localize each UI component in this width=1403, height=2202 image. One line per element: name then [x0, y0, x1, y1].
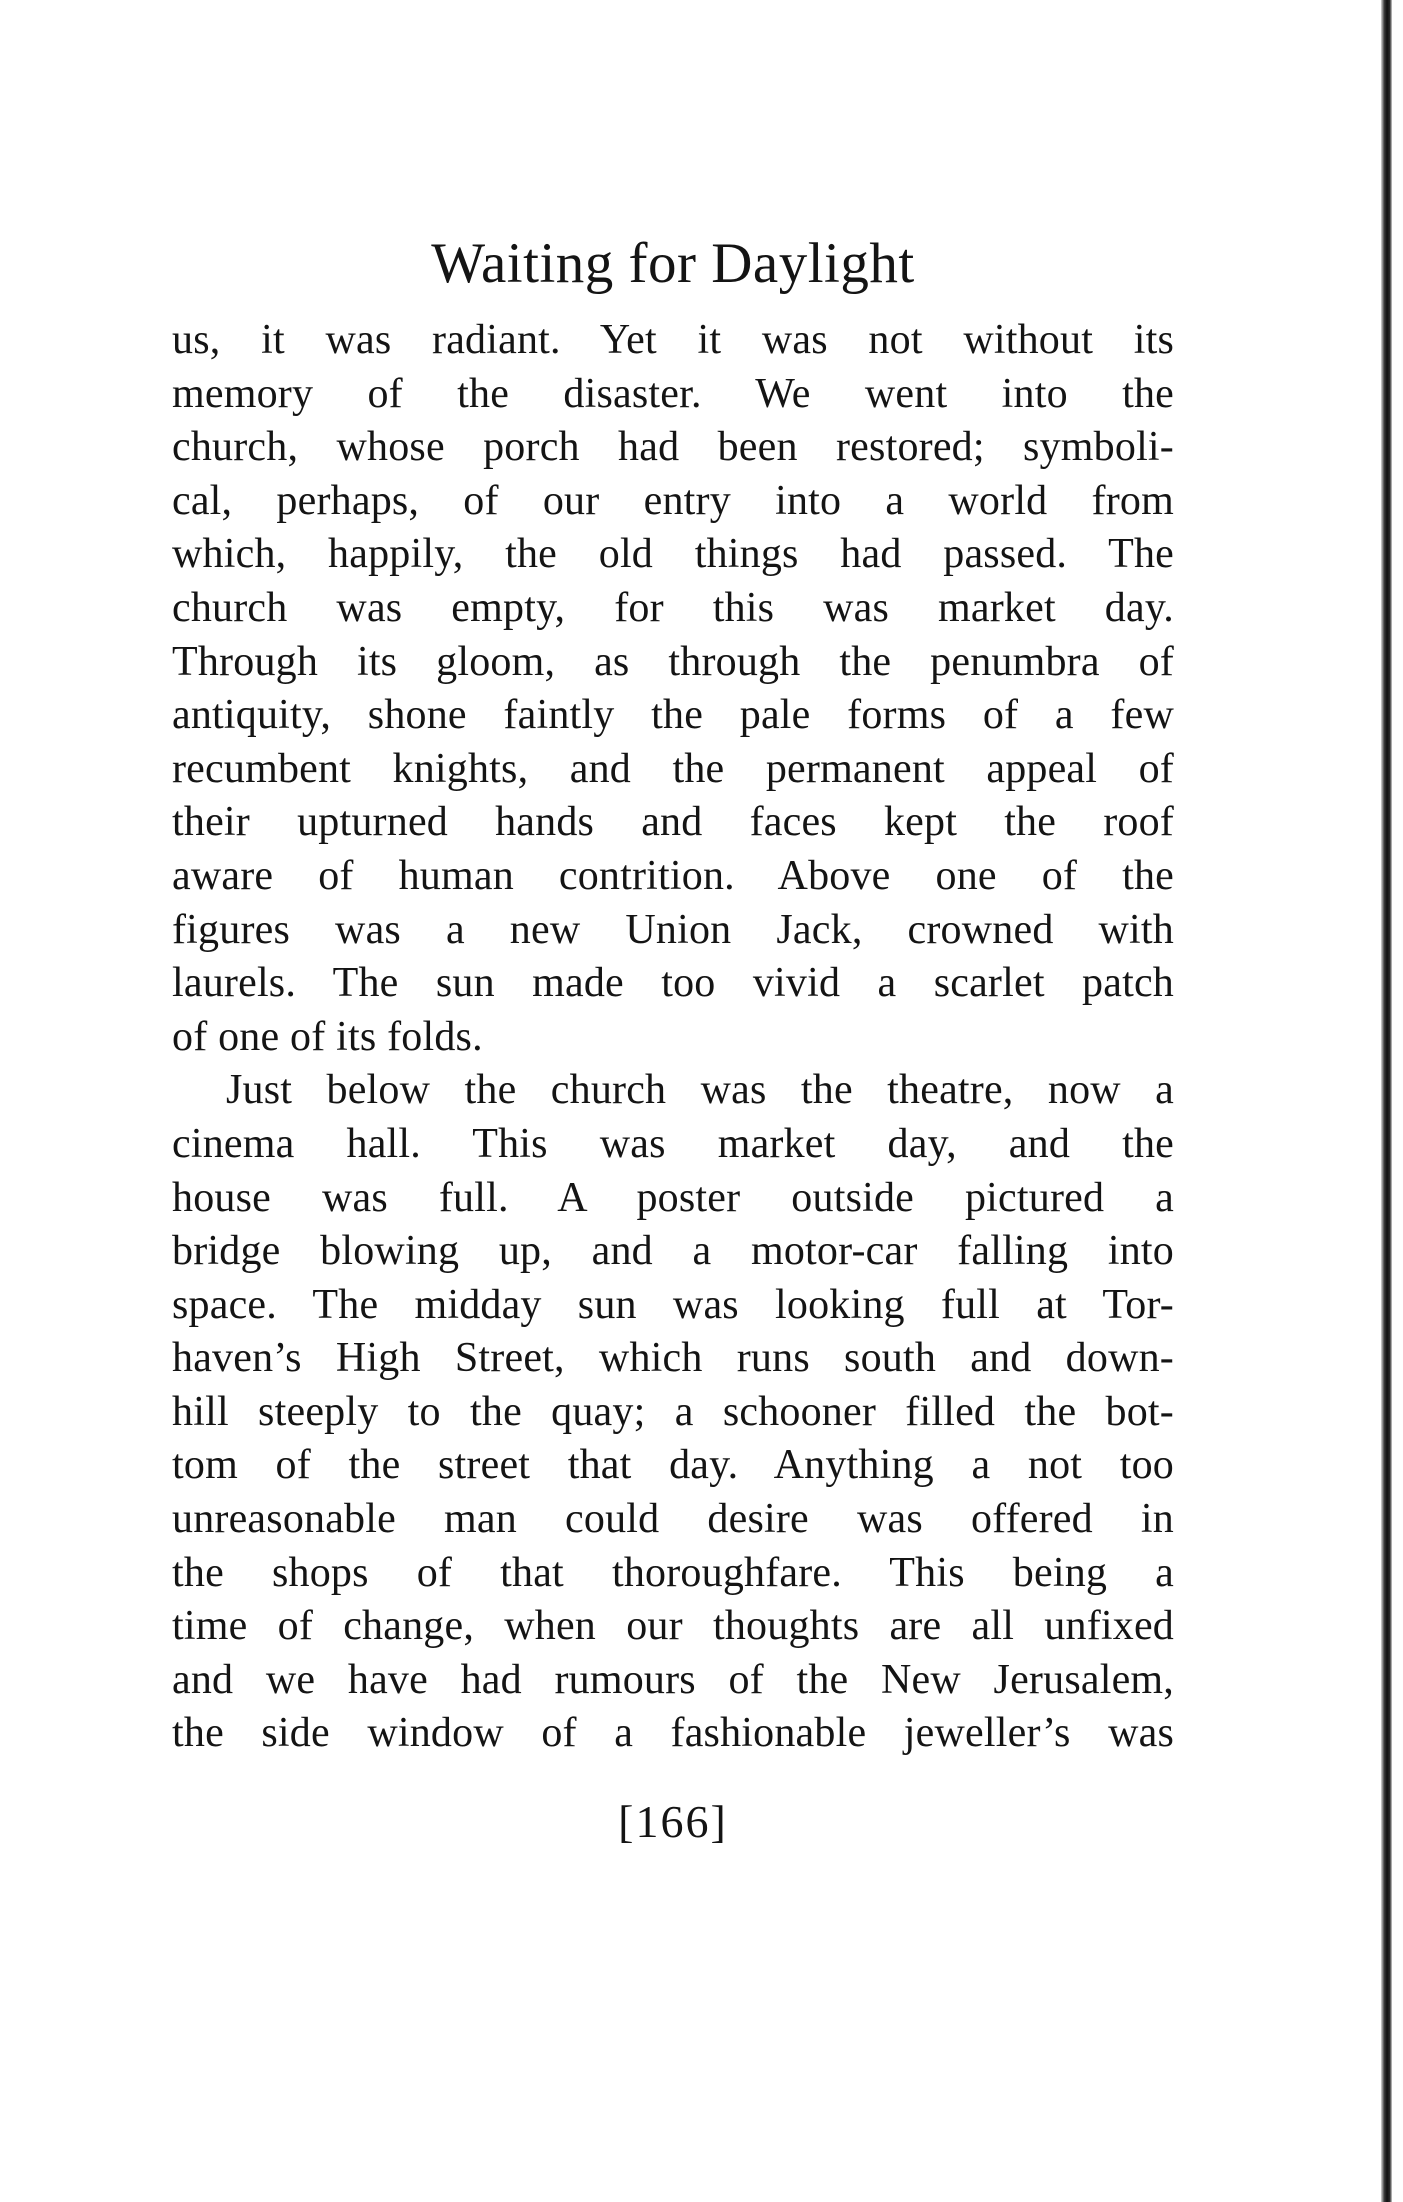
text-line: church was empty, for this was market day. [172, 584, 1174, 631]
text-line: haven’s High Street, which runs south and down- [172, 1335, 1174, 1382]
text-line: space. The midday sun was looking full at Tor- [172, 1281, 1174, 1328]
text-line: us, it was radiant. Yet it was not without its [172, 317, 1174, 363]
text-line: tom of the street that day. Anything a not too [172, 1442, 1174, 1489]
text-line: time of change, when our thoughts are all unfixed [172, 1603, 1174, 1650]
text-line: bridge blowing up, and a motor-car falling into [172, 1228, 1174, 1275]
text-line: which, happily, the old things had passed. The [172, 531, 1174, 578]
text-line: the side window of a fashionable jeweller’s was [172, 1710, 1174, 1757]
page-number: [166] [618, 1796, 728, 1847]
running-head: Waiting for Daylight [431, 232, 915, 295]
text-line: Through its gloom, as through the penumbra of [172, 638, 1174, 685]
text-line: house was full. A poster outside pictured a [172, 1174, 1174, 1221]
body-text [172, 314, 1174, 1761]
text-line: figures was a new Union Jack, crowned with [172, 906, 1174, 953]
text-line: the shops of that thoroughfare. This being a [172, 1549, 1174, 1596]
text-line: unreasonable man could desire was offered in [172, 1496, 1174, 1543]
text-line: church, whose porch had been restored; symboli- [172, 424, 1174, 471]
text-line: memory of the disaster. We went into the [172, 370, 1174, 417]
text-line: cinema hall. This was market day, and the [172, 1120, 1174, 1167]
page-edge-shadow [1381, 0, 1392, 2202]
text-line: of one of its folds. [172, 1013, 483, 1060]
text-line: laurels. The sun made too vivid a scarlet patch [172, 960, 1174, 1007]
text-line: Just below the church was the theatre, now a [226, 1067, 1174, 1114]
paragraph-2 [172, 1064, 1174, 1761]
text-line: recumbent knights, and the permanent appeal of [172, 745, 1174, 792]
text-line: hill steeply to the quay; a schooner filled the bot- [172, 1388, 1174, 1435]
paragraph-1 [172, 314, 1174, 1064]
text-line: aware of human contrition. Above one of the [172, 852, 1174, 899]
text-line: cal, perhaps, of our entry into a world from [172, 477, 1174, 524]
text-line: antiquity, shone faintly the pale forms of a few [172, 692, 1174, 739]
text-line: and we have had rumours of the New Jerusalem, [172, 1656, 1174, 1703]
text-line: their upturned hands and faces kept the roof [172, 799, 1174, 846]
